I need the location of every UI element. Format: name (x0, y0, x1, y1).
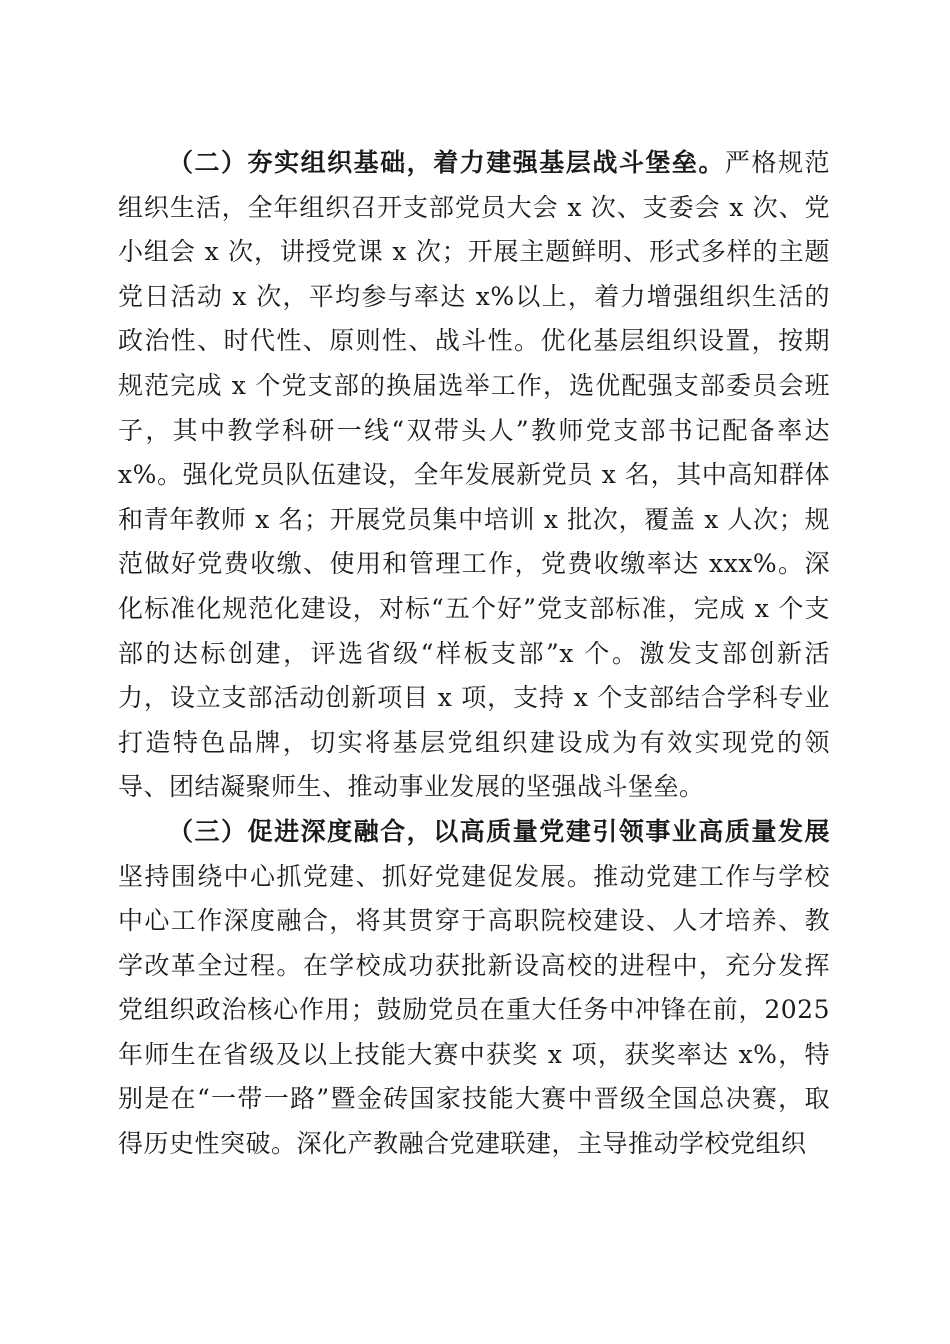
paragraph-heading: （二）夯实组织基础，着力建强基层战斗堡垒。 (168, 148, 725, 177)
paragraph-heading: （三）促进深度融合，以高质量党建引领事业高质量发展 (168, 816, 830, 846)
paragraph-text: 坚持围绕中心抓党建、抓好党建促发展。推动党建工作与学校中心工作深度融合，将其贯穿于高职院校建设、人才培养、教学改革全过程。在学校成功获批新设高校的进程中，充分发挥党组织政治核心作用；鼓励党员在重大任务中冲锋在前，2025 年师生在省级及以上技能大赛中获奖 x 项，获奖率达 x%，特别是在“一带一路”暨金砖国家技能大赛中晋级全国总决赛，取得历史性突破。深化产教融合党建联建，主导推动学校党组织 (118, 861, 830, 1159)
paragraph-text: 严格规范组织生活，全年组织召开支部党员大会 x 次、支委会 x 次、党小组会 x 次，讲授党课 x 次；开展主题鲜明、形式多样的主题党日活动 x 次，平均参与率达 x%以上，着力增强组织生活的政治性、时代性、原则性、战斗性。优化基层组织设置，按期规范完成 x 个党支部的换届选举工作，选优配强支部委员会班子，其中教学科研一线“双带头人”教师党支部书记配备率达 x%。强化党员队伍建设，全年发展新党员 x 名，其中高知群体和青年教师 x 名；开展党员集中培训 x 批次，覆盖 x 人次；规范做好党费收缴、使用和管理工作，党费收缴率达 xxx%。深化标准化规范化建设，对标“五个好”党支部标准，完成 x 个支部的达标创建，评选省级“样板支部”x 个。激发支部创新活力，设立支部活动创新项目 x 项，支持 x 个支部结合学科专业打造特色品牌，切实将基层党组织建设成为有效实现党的领导、团结凝聚师生、推动事业发展的坚强战斗堡垒。 (118, 148, 830, 802)
paragraph-deep-integration (118, 810, 830, 1167)
paragraph-organization-foundation (118, 141, 830, 810)
document-body (118, 141, 830, 1167)
